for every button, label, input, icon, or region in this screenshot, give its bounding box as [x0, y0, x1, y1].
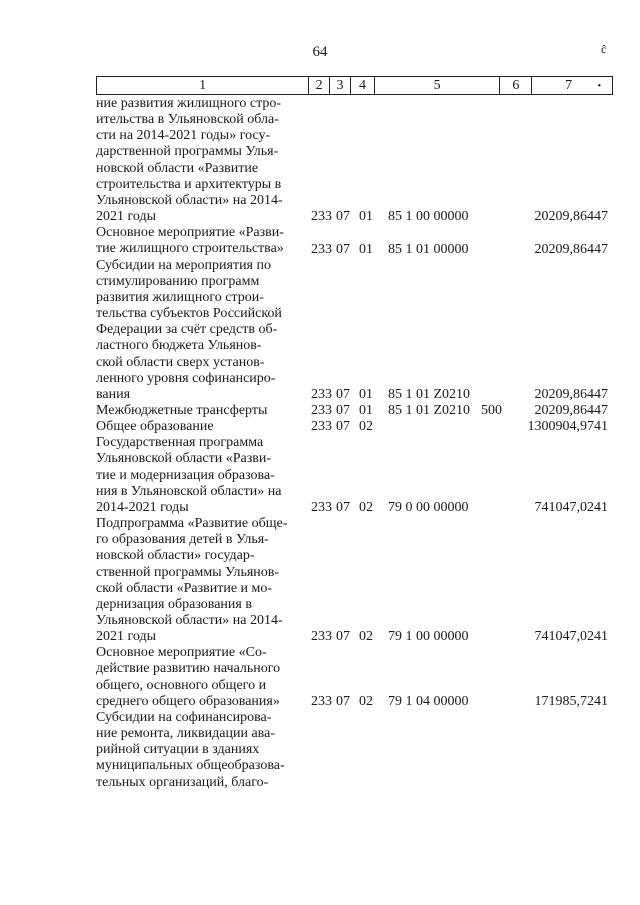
- subsection-code: 02: [359, 419, 373, 435]
- target-article-code: 79 0 00 00000: [388, 500, 469, 516]
- section-code: 07: [336, 500, 350, 516]
- header-col-4: 4: [351, 77, 375, 94]
- row-description: Межбюджетные трансферты: [96, 402, 268, 418]
- section-code: 07: [336, 209, 350, 225]
- row-description: Основное мероприятие «Разви- тие жилищного строительства»: [96, 225, 284, 257]
- row-codes: [96, 403, 616, 419]
- section-code: 07: [336, 241, 350, 257]
- target-article-code: 85 1 01 Z0210: [388, 403, 471, 419]
- admin-code: 233: [311, 209, 332, 225]
- section-code: 07: [336, 386, 350, 402]
- row-codes: [96, 775, 616, 791]
- subsection-code: 01: [359, 403, 373, 419]
- row-codes: [96, 209, 616, 225]
- admin-code: 233: [311, 386, 332, 402]
- corner-mark: ĉ: [601, 42, 607, 56]
- header-col-3: 3: [330, 77, 351, 94]
- target-article-code: 79 1 04 00000: [388, 693, 469, 709]
- row-description: ние развития жилищного стро- ительства в Ульяновской обла- сти на 2014-2021 годы» госу- дарственной программы Улья- новской области «Развитие строительства и архитектуры в Ульяновской области» на 2014- 2021 годы: [96, 96, 283, 225]
- row-description: Общее образование: [96, 419, 214, 435]
- row-description: Субсидии на мероприятия по стимулированию программ развития жилищного строи- тельства субъектов Российской Федерации за счёт средств об- ластного бюджета Ульянов- ской области сверх установ- ленного уровня софинансиро- вания: [96, 257, 282, 402]
- row-codes: [96, 694, 616, 710]
- subsection-code: 02: [359, 693, 373, 709]
- row-codes: [96, 387, 616, 403]
- header-col-7: [532, 77, 612, 94]
- row-codes: [96, 500, 616, 516]
- header-col-2: 2: [309, 77, 330, 94]
- admin-code: 233: [311, 403, 332, 419]
- table-header-row: [96, 76, 613, 95]
- table-row: [96, 403, 616, 419]
- table-row: [96, 710, 616, 791]
- subsection-code: 01: [359, 241, 373, 257]
- amount: 741047,0241: [534, 629, 608, 645]
- table-row: [96, 258, 616, 403]
- header-col-7-label: 7: [565, 78, 573, 93]
- row-description: Государственная программа Ульяновской области «Разви- тие и модернизация образова- ния в Ульяновской области» на 2014-2021 годы: [96, 435, 282, 515]
- row-codes: [96, 419, 616, 435]
- amount: 1300904,9741: [527, 419, 608, 435]
- target-article-code: 79 1 00 00000: [388, 629, 469, 645]
- subsection-code: 01: [359, 209, 373, 225]
- header-col-6: 6: [500, 77, 532, 94]
- table-row: [96, 516, 616, 645]
- subsection-code: 02: [359, 629, 373, 645]
- table-row: [96, 225, 616, 257]
- amount: 171985,7241: [534, 693, 608, 709]
- amount: 20209,86447: [534, 386, 608, 402]
- expense-type-code: 500: [481, 403, 502, 419]
- row-codes: [96, 629, 616, 645]
- table-row: [96, 419, 616, 435]
- admin-code: 233: [311, 629, 332, 645]
- section-code: 07: [336, 419, 350, 435]
- row-codes: [96, 242, 616, 258]
- amount: 20209,86447: [534, 403, 608, 419]
- subsection-code: 02: [359, 500, 373, 516]
- budget-table-body: [96, 96, 616, 791]
- subsection-code: 01: [359, 386, 373, 402]
- table-row: [96, 645, 616, 710]
- target-article-code: 85 1 00 00000: [388, 209, 469, 225]
- admin-code: 233: [311, 500, 332, 516]
- header-col-1: 1: [97, 77, 309, 94]
- table-row: [96, 96, 616, 225]
- admin-code: 233: [311, 693, 332, 709]
- row-description: Основное мероприятие «Со- действие развитию начального общего, основного общего и среднего общего образования»: [96, 645, 281, 709]
- section-code: 07: [336, 629, 350, 645]
- header-col-5: 5: [375, 77, 501, 94]
- target-article-code: 85 1 01 Z0210: [388, 386, 471, 402]
- page-number: 64: [312, 44, 328, 60]
- row-description: Субсидии на софинансирова- ние ремонта, ликвидации ава- рийной ситуации в зданиях муниципальных общеобразова- тельных организаций, благо-: [96, 709, 285, 790]
- section-code: 07: [336, 693, 350, 709]
- section-code: 07: [336, 403, 350, 419]
- amount: 20209,86447: [534, 209, 608, 225]
- target-article-code: 85 1 01 00000: [388, 241, 469, 257]
- admin-code: 233: [311, 241, 332, 257]
- table-row: [96, 435, 616, 516]
- header-col-7-mark: •: [597, 81, 602, 92]
- admin-code: 233: [311, 419, 332, 435]
- amount: 741047,0241: [534, 500, 608, 516]
- amount: 20209,86447: [534, 241, 608, 257]
- row-description: Подпрограмма «Развитие обще- го образования детей в Улья- новской области» государ- ственной программы Ульянов- ской области «Развитие и мо- дернизация образования в Ульяновской области» на 2014- 2021 годы: [96, 516, 288, 645]
